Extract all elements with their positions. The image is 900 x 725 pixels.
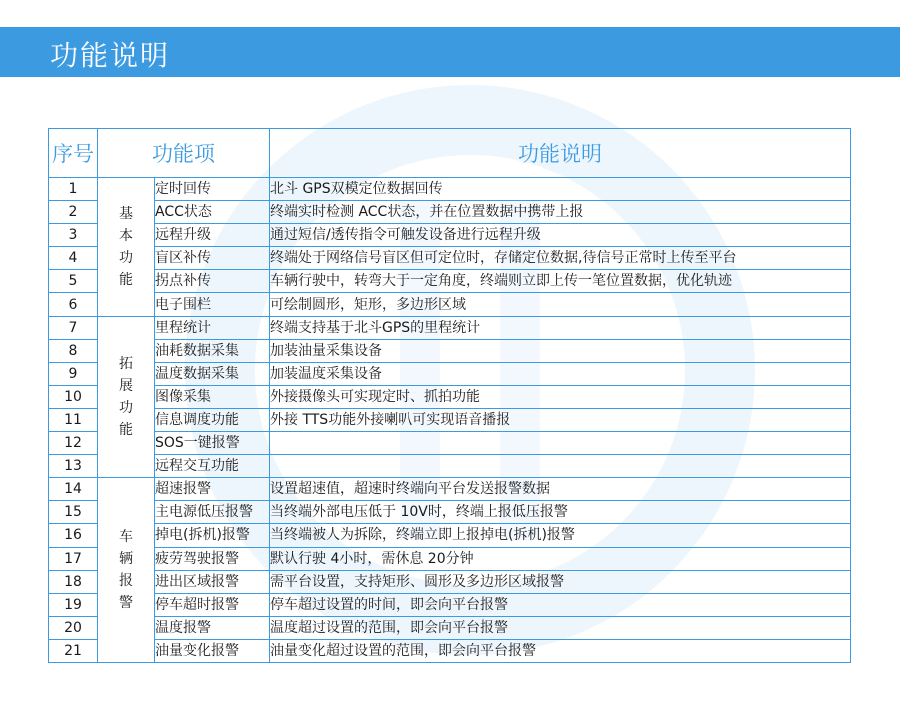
table-row xyxy=(49,293,851,316)
table-row xyxy=(49,316,851,339)
table-header-row xyxy=(49,129,851,178)
row-index: 8 xyxy=(49,339,98,362)
feature-name: ACC状态 xyxy=(155,201,270,224)
row-index: 10 xyxy=(49,385,98,408)
table-row xyxy=(49,570,851,593)
category-label-char: 辆 xyxy=(119,551,133,568)
feature-name: 定时回传 xyxy=(155,178,270,201)
feature-description: 加装油量采集设备 xyxy=(270,339,851,362)
table-row xyxy=(49,201,851,224)
table-row xyxy=(49,639,851,662)
row-index: 6 xyxy=(49,293,98,316)
header-feature: 功能项 xyxy=(98,129,270,178)
header-description: 功能说明 xyxy=(270,129,851,178)
row-index: 5 xyxy=(49,270,98,293)
feature-table xyxy=(48,128,851,663)
row-index: 18 xyxy=(49,570,98,593)
feature-description: 停车超过设置的时间，即会向平台报警 xyxy=(270,593,851,616)
feature-name: 温度数据采集 xyxy=(155,362,270,385)
row-index: 16 xyxy=(49,524,98,547)
row-index: 15 xyxy=(49,501,98,524)
table-row xyxy=(49,432,851,455)
table-row xyxy=(49,178,851,201)
feature-description: 通过短信/透传指令可触发设备进行远程升级 xyxy=(270,224,851,247)
category-label-char: 展 xyxy=(119,377,133,394)
header-index: 序号 xyxy=(49,129,98,178)
row-index: 20 xyxy=(49,616,98,639)
feature-name: 进出区域报警 xyxy=(155,570,270,593)
feature-description: 当终端被人为拆除，终端立即上报掉电(拆机)报警 xyxy=(270,524,851,547)
table-row xyxy=(49,247,851,270)
feature-description: 终端处于网络信号盲区但可定位时，存储定位数据,待信号正常时上传至平台 xyxy=(270,247,851,270)
feature-description: 终端支持基于北斗GPS的里程统计 xyxy=(270,316,851,339)
row-index: 7 xyxy=(49,316,98,339)
category-label-char: 拓 xyxy=(119,355,133,372)
category-cell xyxy=(98,316,155,478)
feature-description: 车辆行驶中，转弯大于一定角度，终端则立即上传一笔位置数据，优化轨迹 xyxy=(270,270,851,293)
row-index: 21 xyxy=(49,639,98,662)
category-label-char: 功 xyxy=(119,249,133,266)
feature-name: 掉电(拆机)报警 xyxy=(155,524,270,547)
feature-name: 疲劳驾驶报警 xyxy=(155,547,270,570)
feature-name: 盲区补传 xyxy=(155,247,270,270)
table-row xyxy=(49,455,851,478)
category-label-char: 本 xyxy=(119,227,133,244)
row-index: 13 xyxy=(49,455,98,478)
row-index: 17 xyxy=(49,547,98,570)
table-row xyxy=(49,524,851,547)
feature-description xyxy=(270,432,851,455)
table-row xyxy=(49,593,851,616)
row-index: 1 xyxy=(49,178,98,201)
feature-name: 拐点补传 xyxy=(155,270,270,293)
feature-name: 主电源低压报警 xyxy=(155,501,270,524)
feature-name: 里程统计 xyxy=(155,316,270,339)
table-row xyxy=(49,270,851,293)
feature-description: 可绘制圆形，矩形，多边形区域 xyxy=(270,293,851,316)
row-index: 3 xyxy=(49,224,98,247)
feature-description: 油量变化超过设置的范围，即会向平台报警 xyxy=(270,639,851,662)
row-index: 9 xyxy=(49,362,98,385)
feature-description: 当终端外部电压低于 10V时，终端上报低压报警 xyxy=(270,501,851,524)
feature-name: 超速报警 xyxy=(155,478,270,501)
row-index: 11 xyxy=(49,408,98,431)
feature-description: 需平台设置，支持矩形、圆形及多边形区域报警 xyxy=(270,570,851,593)
category-cell xyxy=(98,178,155,317)
feature-name: 信息调度功能 xyxy=(155,408,270,431)
feature-name: 油量变化报警 xyxy=(155,639,270,662)
feature-name: 远程交互功能 xyxy=(155,455,270,478)
feature-description: 外接摄像头可实现定时、抓拍功能 xyxy=(270,385,851,408)
table-row xyxy=(49,362,851,385)
table-row xyxy=(49,478,851,501)
table-row xyxy=(49,224,851,247)
table-row xyxy=(49,616,851,639)
feature-name: SOS一键报警 xyxy=(155,432,270,455)
category-label-char: 车 xyxy=(119,529,133,546)
feature-description: 外接 TTS功能外接喇叭可实现语音播报 xyxy=(270,408,851,431)
table-row xyxy=(49,408,851,431)
feature-description: 默认行驶 4小时，需休息 20分钟 xyxy=(270,547,851,570)
category-label-char: 基 xyxy=(119,205,133,222)
category-label-char: 能 xyxy=(119,271,133,288)
row-index: 19 xyxy=(49,593,98,616)
table-row xyxy=(49,547,851,570)
feature-description: 加装温度采集设备 xyxy=(270,362,851,385)
table-row xyxy=(49,385,851,408)
feature-name: 油耗数据采集 xyxy=(155,339,270,362)
page-title: 功能说明 xyxy=(50,39,171,72)
feature-description: 终端实时检测 ACC状态，并在位置数据中携带上报 xyxy=(270,201,851,224)
table-row xyxy=(49,339,851,362)
title-banner xyxy=(0,27,900,77)
row-index: 4 xyxy=(49,247,98,270)
category-label-char: 报 xyxy=(119,573,133,590)
feature-description: 设置超速值，超速时终端向平台发送报警数据 xyxy=(270,478,851,501)
feature-name: 停车超时报警 xyxy=(155,593,270,616)
row-index: 12 xyxy=(49,432,98,455)
feature-description: 北斗 GPS双模定位数据回传 xyxy=(270,178,851,201)
category-label-char: 能 xyxy=(119,421,133,438)
table-row xyxy=(49,501,851,524)
row-index: 2 xyxy=(49,201,98,224)
table-body xyxy=(49,178,851,663)
feature-description: 温度超过设置的范围，即会向平台报警 xyxy=(270,616,851,639)
feature-name: 电子围栏 xyxy=(155,293,270,316)
row-index: 14 xyxy=(49,478,98,501)
category-cell xyxy=(98,478,155,663)
category-label-char: 功 xyxy=(119,399,133,416)
category-label-char: 警 xyxy=(119,595,133,612)
feature-name: 远程升级 xyxy=(155,224,270,247)
feature-description xyxy=(270,455,851,478)
feature-name: 温度报警 xyxy=(155,616,270,639)
feature-name: 图像采集 xyxy=(155,385,270,408)
